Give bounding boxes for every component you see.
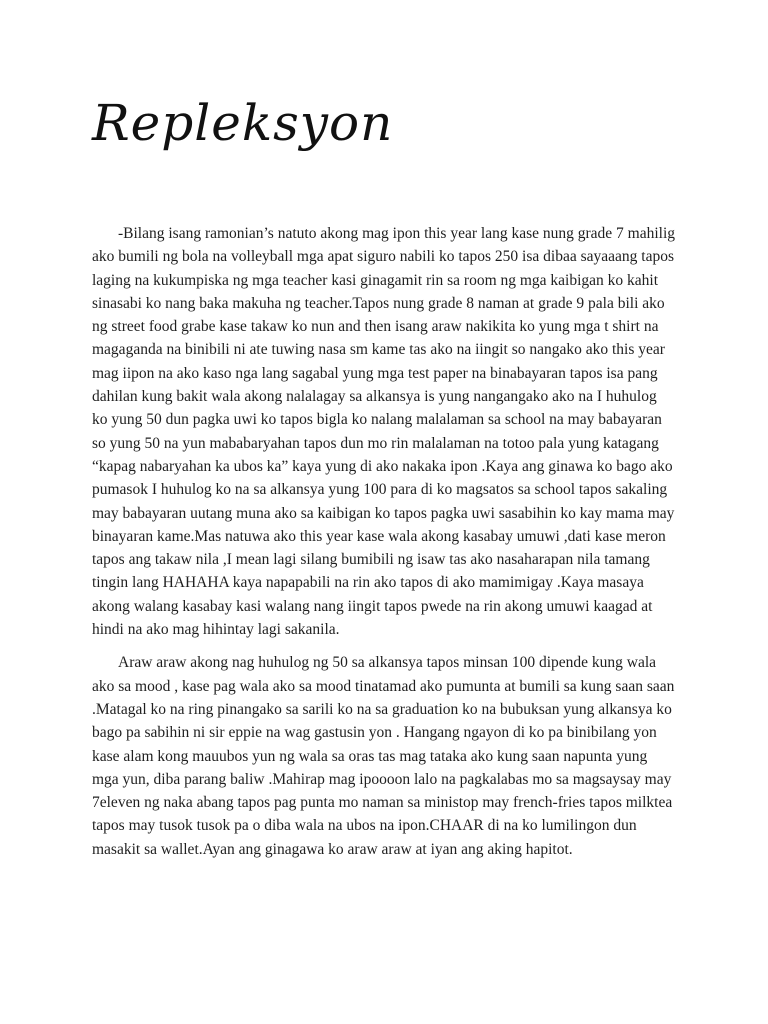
- document-title: Repleksyon: [92, 94, 394, 152]
- paragraph-1: -Bilang isang ramonian’s natuto akong mag ipon this year lang kase nung grade 7 mahilig ako bumili ng bola na volleyball mga apat siguro nabili ko tapos 250 isa dibaa sayaaang tapos laging na kukumpiska ng mga teacher kasi ginagamit rin sa room ng mga kaibigan ko kahit sinasabi ko nang baka makuha ng teacher.Tapos nung grade 8 naman at grade 9 pala bili ako ng street food grabe kase takaw ko nun and then isang araw nakikita ko yung mga t shirt na magaganda na binibili ni ate tuwing nasa sm kame tas ako na iingit so nangako ako this year mag iipon na ako kaso nga lang sagabal yung mga test paper na binabayaran tapos isa pang dahilan kung bakit wala akong nalalagay sa alkansya is yung nangangako ako na I huhulog ko yung 50 dun pagka uwi ko tapos bigla ko nalang malalaman sa school na may babayaran so yung 50 na yun mababaryahan tapos dun mo rin malalaman na totoo pala yung katagang “kapag nabaryahan ka ubos ka” kaya yung di ako nakaka ipon .Kaya ang ginawa ko bago ako pumasok I huhulog ko na sa alkansya yung 100 para di ko magsatos sa school tapos sakaling may babayaran uutang muna ako sa kaibigan ko tapos pagka uwi sasabihin ko kay mama may binayaran kame.Mas natuwa ako this year kase wala akong kasabay umuwi ,dati kase meron tapos ang takaw nila ,I mean lagi silang bumibili ng isaw tas ako nasaharapan nila tamang tingin lang HAHAHA kaya napapabili na rin ako tapos di ako mamimigay .Kaya masaya akong walang kasabay kasi walang nang iingit tapos pwede na rin akong umuwi kaagad at hindi na ako mag hihintay lagi sakanila.: [92, 225, 676, 639]
- document-body: [92, 222, 676, 871]
- paragraph-2: Araw araw akong nag huhulog ng 50 sa alkansya tapos minsan 100 dipende kung wala ako sa mood , kase pag wala ako sa mood tinatamad ako pumunta at bumili sa kung saan saan .Matagal ko na ring pinangako sa sarili ko na sa graduation ko na bubuksan yung alkansya ko bago pa sabihin ni sir eppie na wag gastusin yon . Hangang ngayon di ko pa binibilang yon kase alam kong mauubos yun ng wala sa oras tas mag tataka ako kung saan napunta yung mga yun, diba parang baliw .Mahirap mag ipoooon lalo na pagkalabas mo sa magsaysay may 7eleven ng naka abang tapos pag punta mo naman sa ministop may french-fries tapos milktea tapos may tusok tusok pa o diba wala na ubos na ipon.CHAAR di na ko lumilingon dun masakit sa wallet.Ayan ang ginagawa ko araw araw at iyan ang aking hapitot.: [92, 654, 675, 858]
